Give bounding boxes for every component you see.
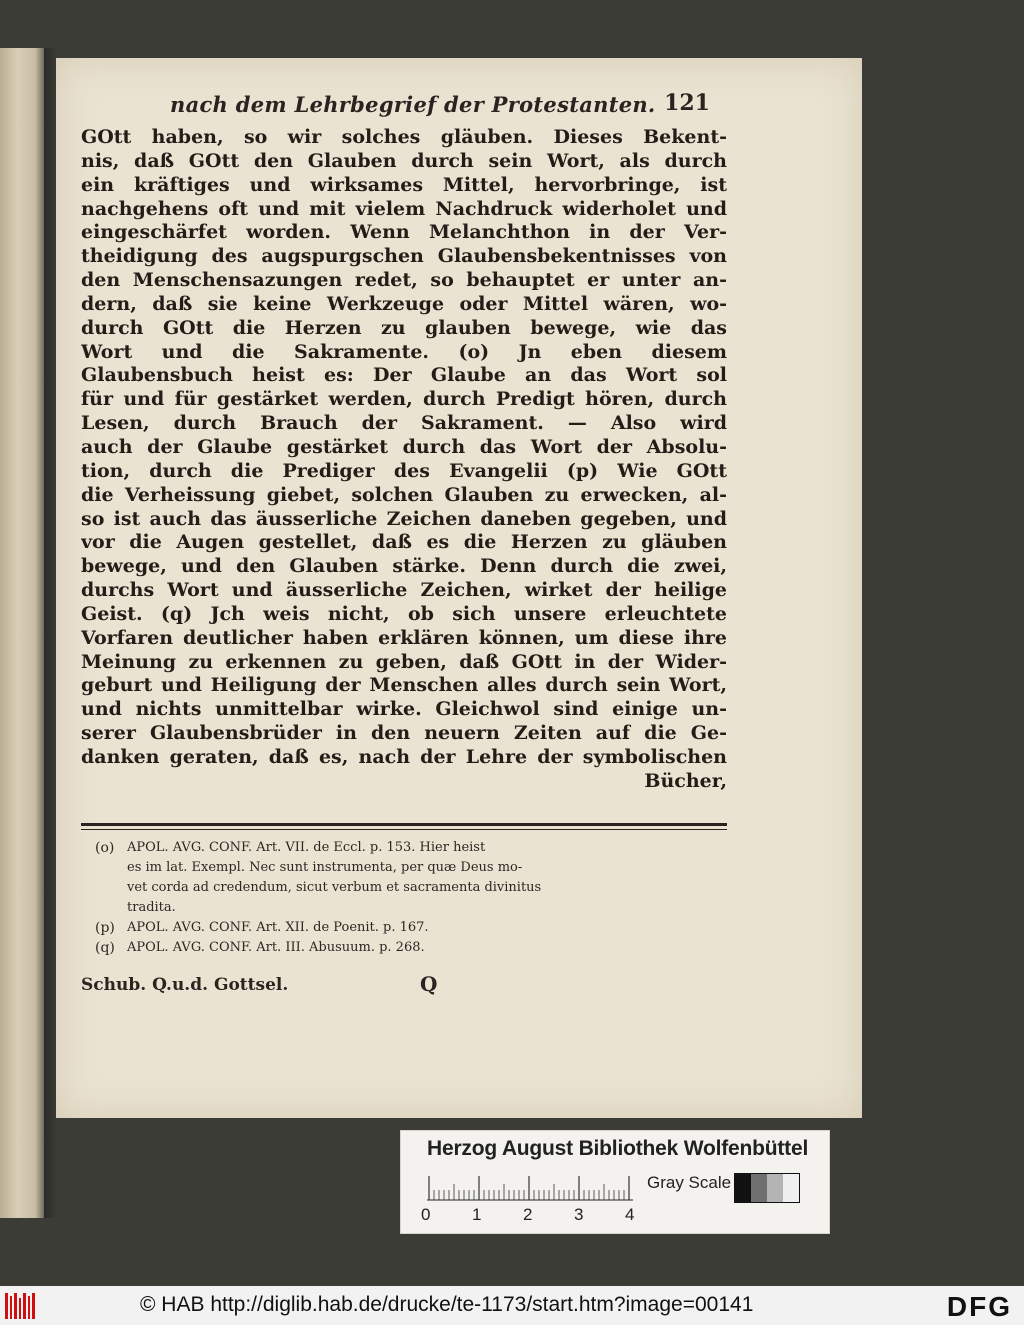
footnotes: [95, 838, 727, 958]
running-head-title: nach dem Lehrbegrief der Protestanten.: [170, 92, 656, 117]
body-line: durchs Wort und äusserliche Zeichen, wirket der heilige: [81, 579, 727, 602]
footnote-mark: (o): [95, 840, 115, 856]
footnote-text: APOL. AVG. CONF. Art. III. Abusuum. p. 268.: [127, 940, 425, 955]
body-line: danken geraten, daß es, nach der Lehre der symbolischen: [81, 745, 727, 768]
footnote: [95, 918, 727, 938]
body-line: Vorfaren deutlicher haben erklären können, um diese ihre: [81, 626, 727, 649]
body-line: nachgehens oft und mit vielem Nachdruck widerholet und: [81, 197, 727, 220]
page-number: 121: [664, 90, 710, 116]
barcode-icon: [5, 1293, 35, 1319]
signature-line: Schub. Q.u.d. Gottsel.: [81, 975, 289, 995]
footnote-continuation: vet corda ad credendum, sicut verbum et sacramenta divinitus: [127, 880, 542, 895]
body-line: serer Glaubensbrüder in den neuern Zeiten auf die Ge-: [81, 722, 727, 745]
ruler-numbers: [421, 1205, 651, 1229]
grayscale-label: Gray Scale: [647, 1173, 732, 1192]
body-line: für und für gestärket werden, durch Predigt hören, durch: [81, 388, 727, 411]
body-line: tion, durch die Prediger des Evangelii (p) Wie GOtt: [81, 459, 727, 482]
footnote-text: APOL. AVG. CONF. Art. VII. de Eccl. p. 153. Hier heist: [127, 840, 486, 855]
grayscale-swatch: [751, 1174, 767, 1202]
body-line: Glaubensbuch heist es: Der Glaube an das Wort sol: [81, 364, 727, 387]
body-line: GOtt haben, so wir solches gläuben. Dieses Bekent-: [81, 126, 727, 148]
footnote: [95, 938, 727, 958]
body-line: vor die Augen gestellet, daß es die Herzen zu gläuben: [81, 531, 727, 554]
body-line: Meinung zu erkennen zu geben, daß GOtt in der Wider-: [81, 650, 727, 673]
grayscale-swatch: [767, 1174, 783, 1202]
body-line: Wort und die Sakramente. (o) Jn eben diesem: [81, 340, 727, 363]
running-head: [170, 90, 710, 122]
footnote-rule: [81, 823, 727, 830]
footnote-mark: (q): [95, 940, 115, 956]
body-line: bewege, und den Glauben stärke. Denn durch die zwei,: [81, 555, 727, 578]
body-line: Geist. (q) Jch weis nicht, ob sich unsere erleuchtete: [81, 602, 727, 625]
library-label-card: [400, 1130, 830, 1234]
body-line: und nichts unmittelbar wirke. Gleichwol sind einige un-: [81, 698, 727, 721]
ruler-number: 2: [523, 1205, 533, 1224]
footnote: [95, 838, 727, 858]
ruler-scale: [427, 1175, 633, 1201]
body-text: [81, 126, 727, 794]
body-line: die Verheissung giebet, solchen Glauben zu erwecken, al-: [81, 483, 727, 506]
body-line: auch der Glaube gestärket durch das Wort der Absolu-: [81, 435, 727, 458]
body-line: Lesen, durch Brauch der Sakrament. — Also wird: [81, 412, 727, 435]
ruler-number: 3: [574, 1205, 584, 1224]
grayscale-swatch: [735, 1174, 751, 1202]
footer-bar: [0, 1286, 1024, 1325]
body-line: Bücher,: [644, 769, 727, 792]
footnote-mark: (p): [95, 920, 115, 936]
signature-mark: Q: [420, 972, 438, 996]
body-line: durch GOtt die Herzen zu glauben bewege, wie das: [81, 316, 727, 339]
body-line: nis, daß GOtt den Glauben durch sein Wort, als durch: [81, 149, 727, 172]
body-line: den Menschensazungen redet, so behauptet er unter an-: [81, 269, 727, 292]
grayscale-swatch: [783, 1174, 799, 1202]
body-line: dern, daß sie keine Werkzeuge oder Mittel wären, wo-: [81, 292, 727, 315]
footnote-continuation: es im lat. Exempl. Nec sunt instrumenta, per quæ Deus mo-: [127, 860, 523, 875]
source-link[interactable]: © HAB http://diglib.hab.de/drucke/te-1173/start.htm?image=00141: [140, 1293, 754, 1316]
library-name: Herzog August Bibliothek Wolfenbüttel: [427, 1137, 809, 1160]
body-line: eingeschärfet worden. Wenn Melanchthon in der Ver-: [81, 221, 727, 244]
footnote-text: APOL. AVG. CONF. Art. XII. de Poenit. p. 167.: [127, 920, 429, 935]
body-line: ein kräftiges und wirksames Mittel, hervorbringe, ist: [81, 173, 727, 196]
ruler-number: 0: [421, 1205, 431, 1224]
body-line: geburt und Heiligung der Menschen alles durch sein Wort,: [81, 674, 727, 697]
body-line: theidigung des augspurgschen Glaubensbekentnisses von: [81, 245, 727, 268]
body-line: so ist auch das äusserliche Zeichen daneben gegeben, und: [81, 507, 727, 530]
dfg-logo: DFG: [946, 1291, 1012, 1322]
grayscale-strip: [734, 1173, 800, 1203]
adjacent-page-edge: [0, 48, 44, 1218]
ruler-number: 4: [625, 1205, 635, 1224]
footnote-continuation: tradita.: [127, 900, 176, 915]
ruler-number: 1: [472, 1205, 482, 1224]
